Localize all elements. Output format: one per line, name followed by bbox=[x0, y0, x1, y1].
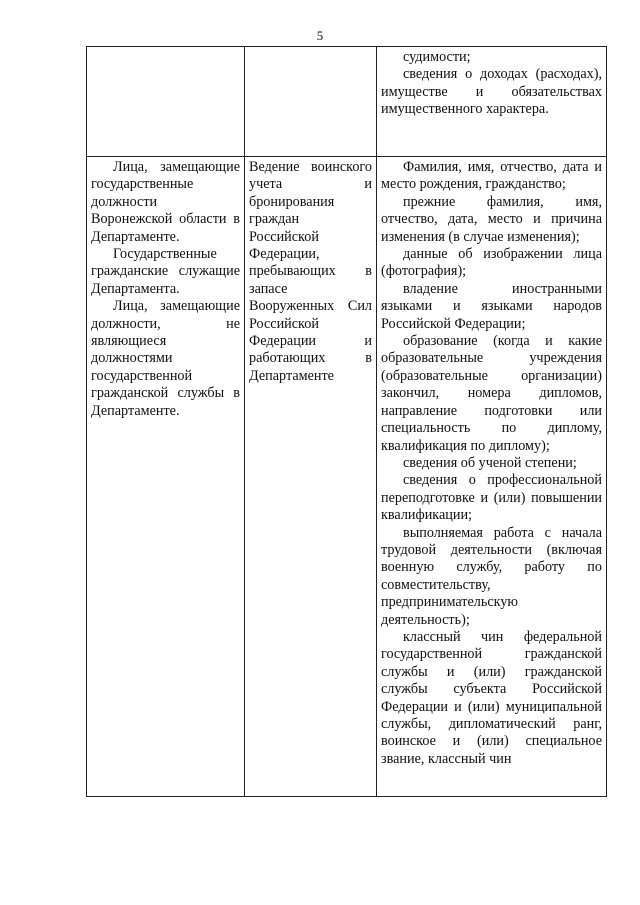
paragraph: Государственные гражданские служащие Департамента. bbox=[91, 246, 240, 297]
paragraph: сведения о доходах (расходах), имуществе и обязательствах имущественного характера. bbox=[381, 66, 602, 118]
data-table bbox=[86, 46, 607, 797]
paragraph: классный чин федеральной государственной гражданской службы и (или) гражданской службы субъекта Российской Федерации и (или) муниципальной службы, дипломатический ранг, воинское и (или) специальное звание, классный чин bbox=[381, 628, 602, 767]
paragraph: Лица, замещающие должности, не являющиеся должностями государственной гражданской службы в Департаменте. bbox=[91, 298, 240, 419]
paragraph: образование (когда и какие образовательные учреждения (образовательные организации) закончил, номера дипломов, направление подготовки или специальность по диплому, квалификация по диплому); bbox=[381, 333, 602, 454]
table-cell-data-composition bbox=[377, 47, 607, 157]
table-cell-purpose bbox=[245, 157, 377, 797]
paragraph: Ведение воинского учета и бронирования граждан Российской Федерации, пребывающих в запасе Вооруженных Сил Российской Федерации и работающих в Департаменте bbox=[249, 159, 372, 384]
paragraph: судимости; bbox=[403, 49, 471, 65]
paragraph: Лица, замещающие государственные должности Воронежской области в Департаменте. bbox=[91, 159, 240, 245]
paragraph: сведения о профессиональной переподготовке и (или) повышении квалификации; bbox=[381, 472, 602, 524]
paragraph: сведения об ученой степени; bbox=[403, 454, 577, 471]
table-cell-categories bbox=[87, 157, 245, 797]
paragraph: выполняемая работа с начала трудовой деятельности (включая военную службу, работу по совместительству, предпринимательскую деятельность); bbox=[381, 524, 602, 628]
paragraph: Фамилия, имя, отчество, дата и место рождения, гражданство; bbox=[381, 159, 602, 193]
table-row bbox=[87, 47, 607, 157]
table-cell-empty-1 bbox=[87, 47, 245, 157]
paragraph: прежние фамилия, имя, отчество, дата, место и причина изменения (в случае изменения); bbox=[381, 193, 602, 245]
page-number: 5 bbox=[316, 28, 324, 43]
paragraph: данные об изображении лица (фотография); bbox=[381, 246, 602, 280]
paragraph: владение иностранными языками и языками народов Российской Федерации; bbox=[381, 280, 602, 332]
table-cell-data-composition bbox=[377, 157, 607, 797]
table-cell-empty-2 bbox=[245, 47, 377, 157]
table-row bbox=[87, 157, 607, 797]
